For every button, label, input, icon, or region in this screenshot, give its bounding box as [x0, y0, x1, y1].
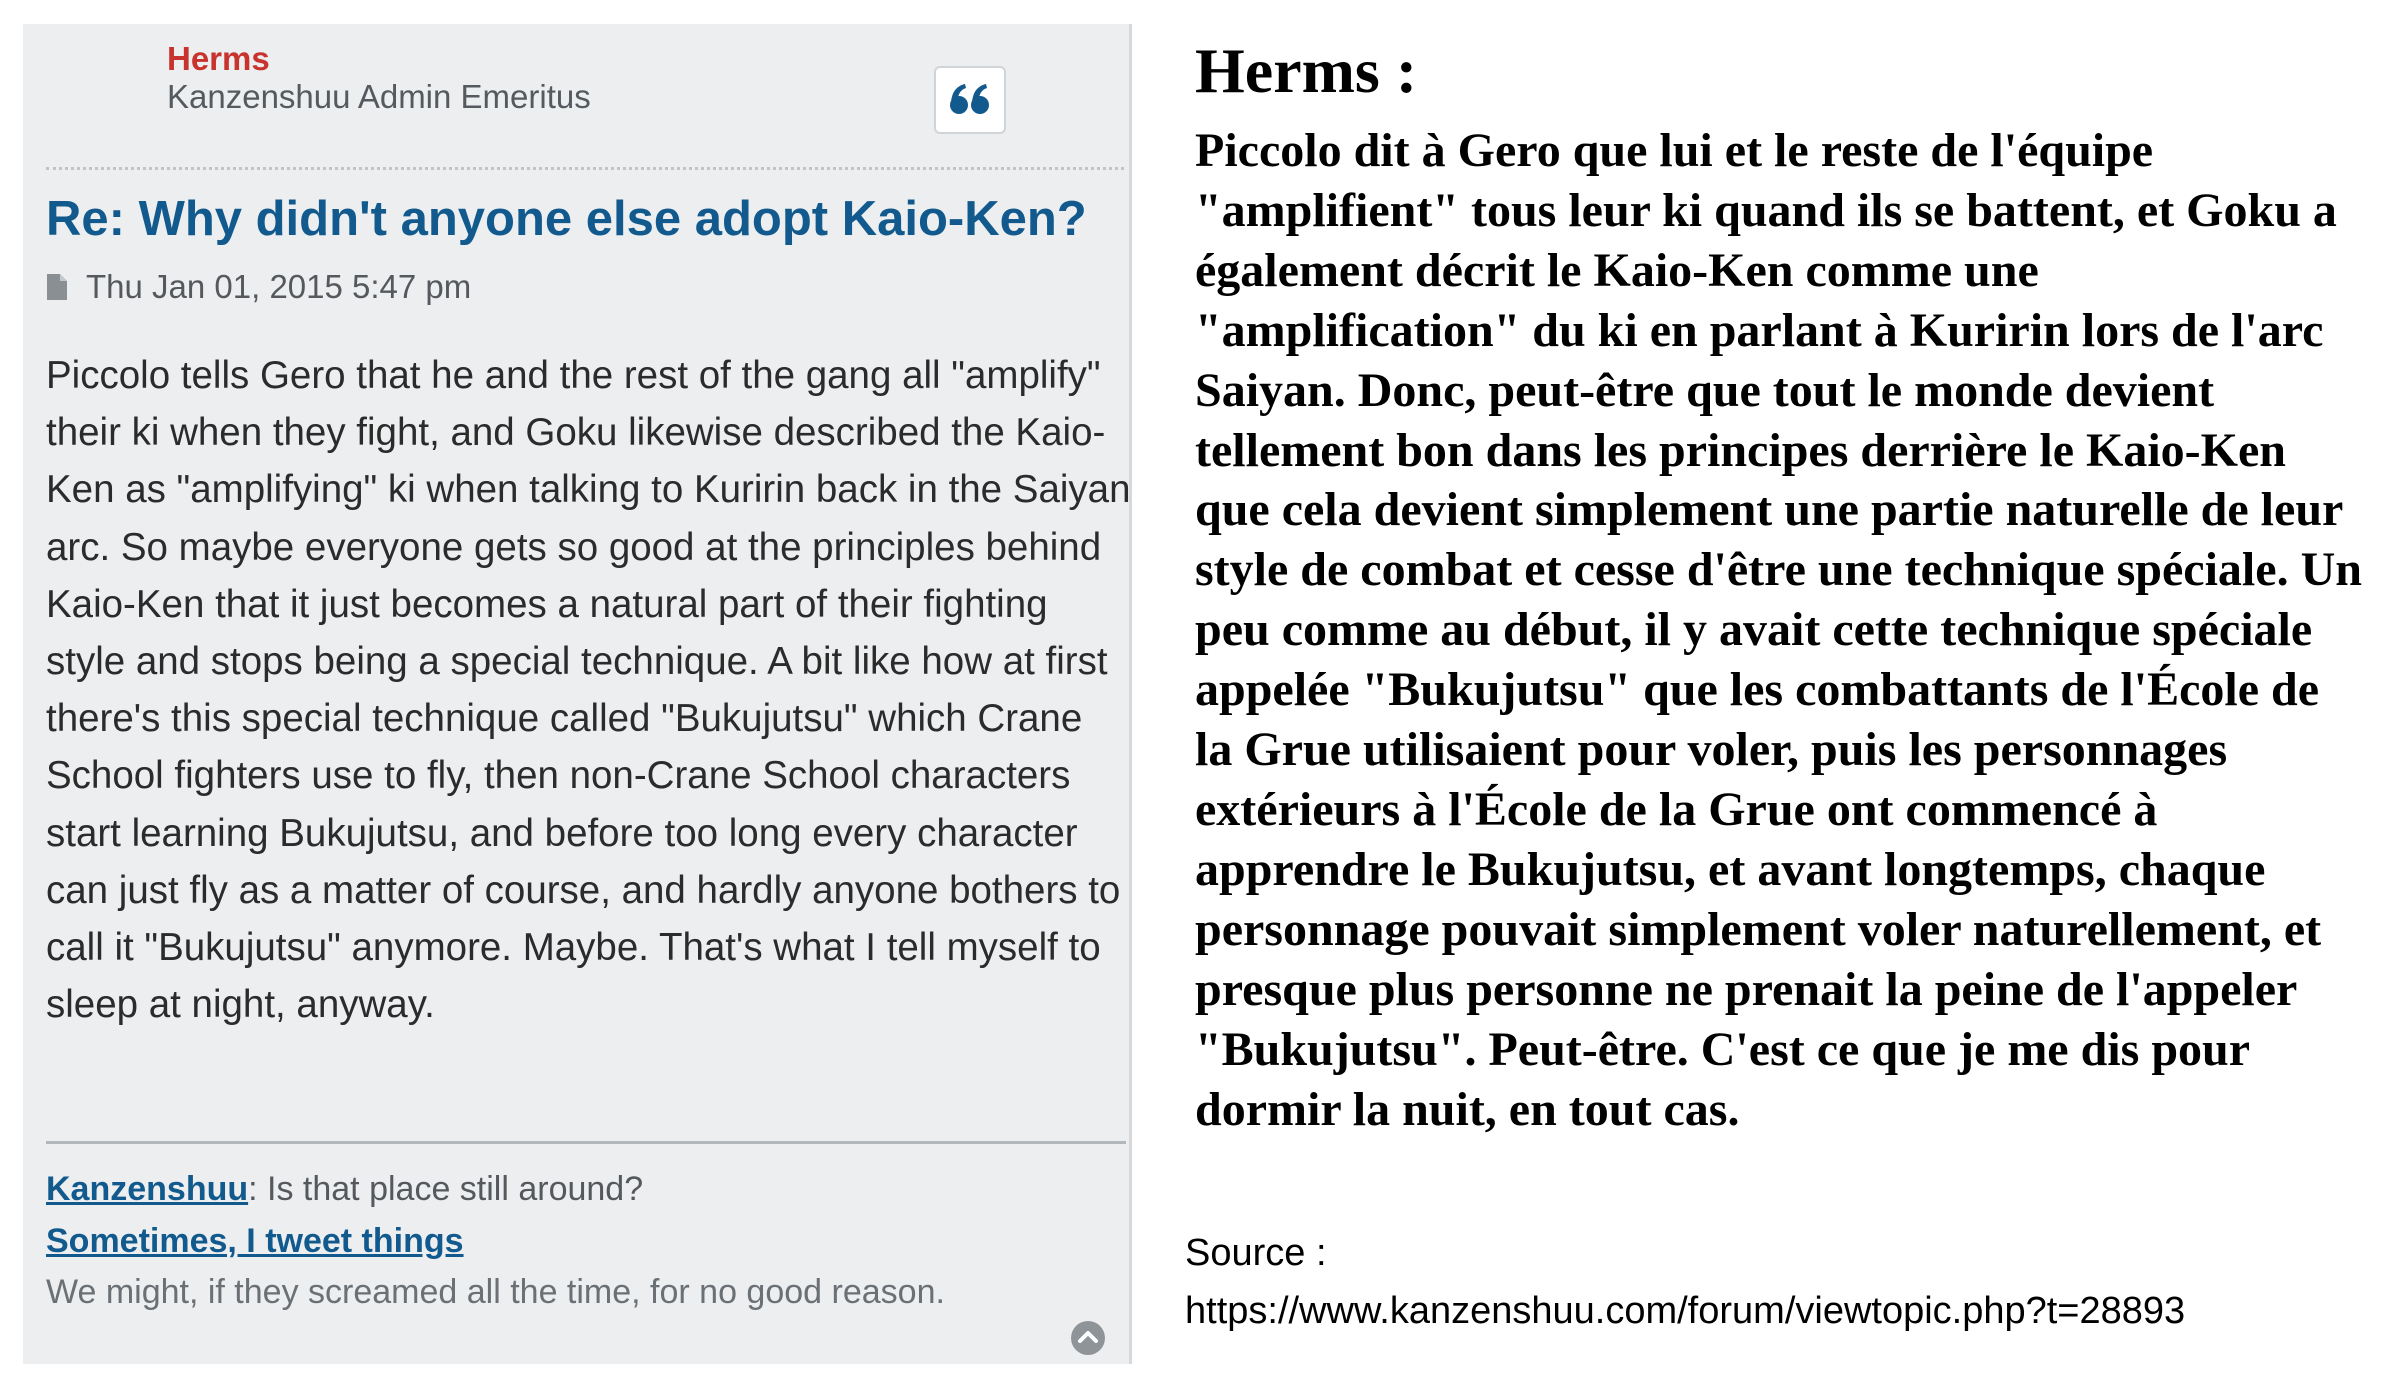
chevron-up-icon: [1070, 1320, 1106, 1356]
tweet-link[interactable]: Sometimes, I tweet things: [46, 1221, 464, 1260]
author-rank: Kanzenshuu Admin Emeritus: [167, 78, 591, 115]
signature-line-3: We might, if they screamed all the time, for no good reason.: [46, 1273, 945, 1311]
signature: [46, 1164, 1131, 1319]
post-date: Thu Jan 01, 2015 5:47 pm: [86, 268, 472, 305]
forum-post-card: [23, 24, 1132, 1364]
header-divider: [46, 167, 1124, 170]
source-label: Source :: [1185, 1232, 1327, 1274]
author-name-link[interactable]: Herms: [167, 40, 270, 77]
signature-line-1: [46, 1164, 1131, 1216]
signature-line-2: [46, 1216, 1131, 1268]
post-meta: [46, 268, 471, 306]
post-title-link[interactable]: Re: Why didn't anyone else adopt Kaio-Ken?: [46, 192, 1087, 246]
translation-body: Piccolo dit à Gero que lui et le reste de l'équipe "amplifient" tous leur ki quand ils se battent, et Goku a également décrit le Kaio-Ken comme une "amplification" du ki en parlant à Kuririn lors de l'arc Saiyan. Donc, peut-être que tout le monde devient tellement bon dans les principes derrière le Kaio-Ken que cela devient simplement une partie naturelle de leur style de combat et cesse d'être une technique spéciale. Un peu comme au début, il y avait cette technique spéciale appelée "Bukujutsu" que les combattants de l'École de la Grue utilisaient pour voler, puis les personnages extérieurs à l'École de la Grue ont commencé à apprendre le Bukujutsu, et avant longtemps, chaque personnage pouvait simplement voler naturellement, et presque plus personne ne prenait la peine de l'appeler "Bukujutsu". Peut-être. C'est ce que je me dis pour dormir la nuit, en tout cas.: [1195, 124, 2362, 1136]
signature-divider: [46, 1141, 1126, 1144]
document-icon[interactable]: [46, 273, 68, 301]
quote-icon: [950, 83, 990, 117]
translation-heading: Herms :: [1195, 35, 1418, 106]
back-to-top-button[interactable]: [1070, 1320, 1106, 1356]
signature-line-1-text: : Is that place still around?: [248, 1170, 644, 1208]
kanzenshuu-link[interactable]: Kanzenshuu: [46, 1170, 249, 1208]
source-url: https://www.kanzenshuu.com/forum/viewtopic.php?t=28893: [1185, 1290, 2186, 1332]
post-content: Piccolo tells Gero that he and the rest of the gang all "amplify" their ki when they fight, and Goku likewise described the Kaio-Ken as "amplifying" ki when talking to Kuririn back in the Saiyan arc. So maybe everyone gets so good at the principles behind Kaio-Ken that it just becomes a natural part of their fighting style and stops being a special technique. A bit like how at first there's this special technique called "Bukujutsu" which Crane School fighters use to fly, then non-Crane School characters start learning Bukujutsu, and before too long every character can just fly as a matter of course, and hardly anyone bothers to call it "Bukujutsu" anymore. Maybe. That's what I tell myself to sleep at night, anyway.: [46, 354, 1131, 1027]
quote-button[interactable]: [934, 66, 1006, 134]
